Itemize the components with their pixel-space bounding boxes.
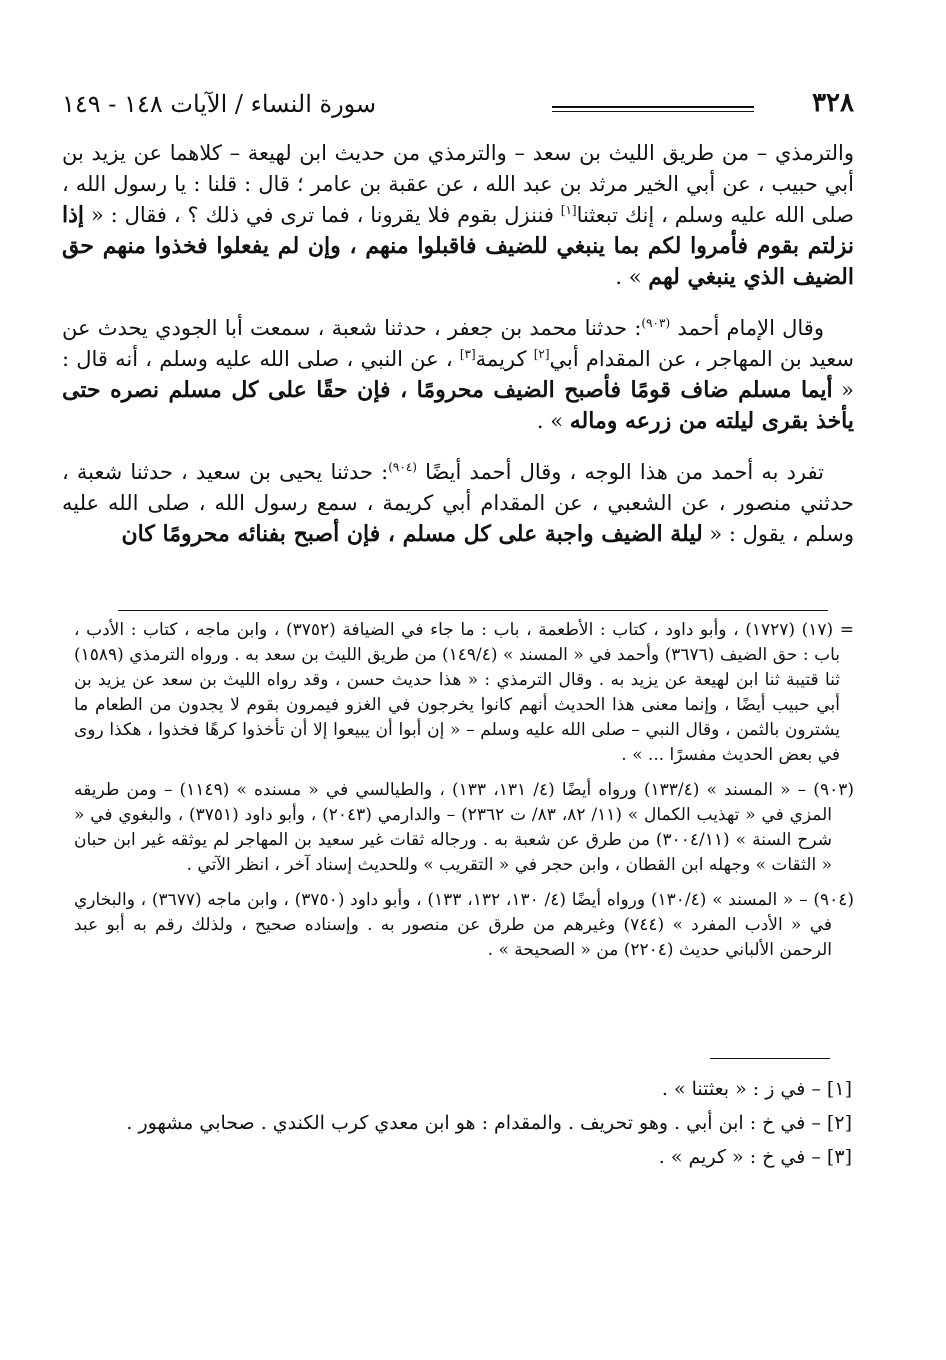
manuscript-notes	[70, 1072, 852, 1174]
footnote-17: = (١٧) (١٧٢٧) ، وأبو داود ، كتاب : الأطعمة ، باب : ما جاء في الضيافة (٣٧٥٢) ، وابن ماجه ، كتاب : الأدب ، باب : حق الضيف (٣٦٧٦) وأحمد في « المسند » (١٤٩/٤) من طريق الليث بن سعد به . ورواه الترمذي (١٥٨٩) ثنا قتيبة ثنا ابن لهيعة عن يزيد به . وقال الترمذي : « هذا حديث حسن ، وقد رواه الليث بن سعد عن يزيد بن أبي حبيب أيضًا ، وإنما معنى هذا الحديث أنهم كانوا يخرجون في الغزو فيمرون بقوم لا يجدون من الطعام ما يشترون بالثمن ، وقال النبي – صلى الله عليه وسلم – « إن أبوا أن يبيعوا إلا أن تأخذوا كرهًا فخذوا ، هكذا روى في بعض الحديث مفسرًا ... » .	[74, 620, 855, 765]
p2-text-2: : حدثنا محمد بن جعفر ، حدثنا شعبة ، سمعت أبا الجودي يحدث عن سعيد بن المهاجر ، عن المقدام أبي	[62, 316, 854, 371]
manuscript-note-3: [٣] – في خ : « كريم » .	[658, 1146, 852, 1168]
footnote-ref-904: (٩٠٤)	[388, 460, 417, 474]
footnote-ref-903: (٩٠٣)	[641, 316, 671, 330]
p3-text: تفرد به أحمد من هذا الوجه ، وقال أحمد أيضًا	[416, 460, 824, 484]
paragraph-1	[62, 138, 854, 293]
p2-text-4: ، عن النبي ، صلى الله عليه وسلم ، أنه قال : «	[62, 347, 854, 402]
footnote-separator	[118, 610, 828, 611]
paragraph-3	[62, 457, 854, 550]
hadith-2: أيما مسلم ضاف قومًا فأصبح الضيف محرومًا ، فإن حقًا على كل مسلم نصره حتى يأخذ بقرى ليلته من زرعه وماله	[62, 377, 854, 434]
footnote-904: (٩٠٤) – « المسند » (١٣٠/٤) ورواه أيضًا (٤/ ١٣٠، ١٣٢، ١٣٣) ، وأبو داود (٣٧٥٠) ، وابن ماجه (٣٦٧٧) ، والبخاري في « الأدب المفرد » (٧٤٤) وغيرهم من طرق عن منصور به . وإسناده صحيح ، ولذلك رقم به أبو عبد الرحمن الألباني حديث (٢٢٠٤) من « الصحيحة » .	[74, 890, 854, 960]
p3-text-2: : حدثنا يحيى بن سعيد ، حدثنا شعبة ، حدثني منصور ، عن الشعبي ، عن المقدام أبي كريمة ، سمع رسول الله ، صلى الله عليه وسلم ، يقول : «	[62, 460, 854, 546]
p1-text: والترمذي – من طريق الليث بن سعد – والترمذي من حديث ابن لهيعة – كلاهما عن يزيد بن أبي حبيب ، عن أبي الخير مرثد بن عبد الله ، عن عقبة بن عامر ؛ قال : قلنا : يا رسول الله ، صلى الله عليه وسلم ، إنك تبعثنا	[62, 141, 854, 227]
ref-2: [٢]	[533, 347, 550, 361]
manuscript-note-2: [٢] – في خ : ابن أبي . وهو تحريف . والمقدام : هو ابن معدي كرب الكندي . صحابي مشهور .	[126, 1112, 852, 1134]
header-rule	[552, 106, 754, 112]
page-header	[62, 88, 854, 128]
p2-end: » .	[536, 409, 570, 433]
p2-text-3: كريمة	[475, 347, 534, 371]
hadith-3: ليلة الضيف واجبة على كل مسلم ، فإن أصبح بفنائه محرومًا كان	[121, 521, 703, 547]
p1-text-2: فننزل بقوم فلا يقرونا ، فما ترى في ذلك ؟ ، فقال : «	[84, 203, 561, 227]
manuscript-note-1: [١] – في ز : « بعثتنا » .	[661, 1078, 852, 1100]
running-title: سورة النساء / الآيات ١٤٨ - ١٤٩	[62, 90, 377, 118]
footnotes	[74, 618, 854, 973]
page-number: ٣٢٨	[812, 88, 854, 118]
manuscript-separator	[710, 1058, 830, 1059]
p2-text: وقال الإمام أحمد	[670, 316, 824, 340]
ref-1: [١]	[560, 203, 577, 217]
p1-end: » .	[615, 265, 649, 289]
paragraph-2	[62, 313, 854, 437]
hadith-1: إذا نزلتم بقوم فأمروا لكم بما ينبغي للضيف فاقبلوا منهم ، وإن لم يفعلوا فخذوا منهم حق الضيف الذي ينبغي لهم	[62, 202, 854, 290]
footnote-903: (٩٠٣) – « المسند » (١٣٣/٤) ورواه أيضًا (٤/ ١٣١، ١٣٣) ، والطيالسي في « مسنده » (١١٤٩) – ومن طريقه المزي في « تهذيب الكمال » (١١/ ٨٢، ٨٣/ ت ٢٣٦٢) – والدارمي (٢٠٤٣) ، وأبو داود (٣٧٥١) ، والبغوي في « شرح السنة » (٣٠٠٤/١١) من طرق عن شعبة به . ورجاله ثقات غير سعيد بن المهاجر لم يوثقه غير ابن حبان « الثقات » وجهله ابن القطان ، وابن حجر في « التقريب » وللحديث إسناد آخر ، انظر الآتي .	[74, 780, 854, 875]
main-text	[62, 138, 854, 570]
ref-3: [٣]	[459, 347, 476, 361]
